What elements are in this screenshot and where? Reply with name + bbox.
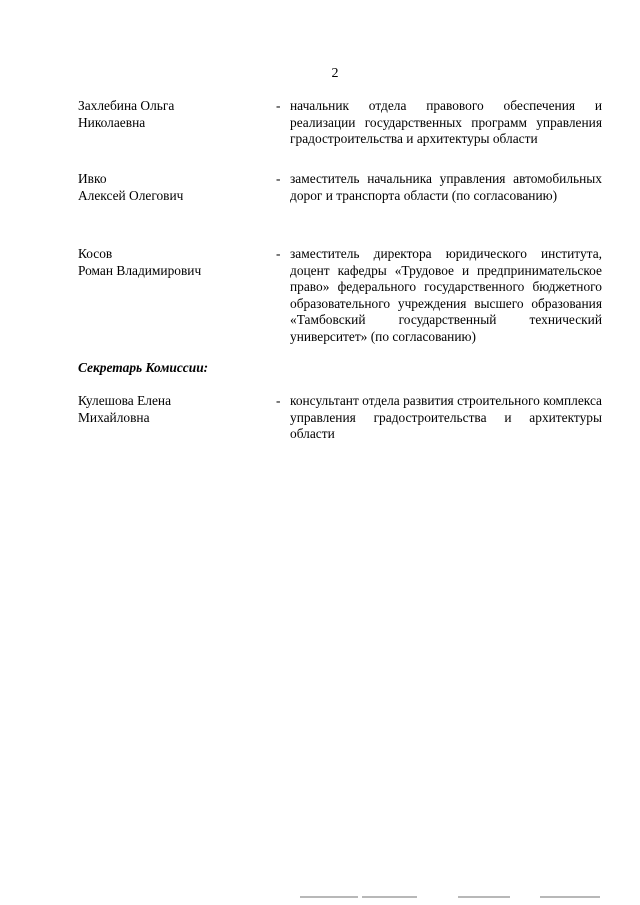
member-name-line: Николаевна bbox=[78, 114, 146, 130]
separator-dash: - bbox=[276, 98, 281, 113]
footer-scan-line bbox=[300, 896, 358, 898]
page-number: 2 bbox=[331, 66, 339, 81]
separator-dash: - bbox=[276, 246, 281, 261]
member-name-line: Захлебина Ольга bbox=[78, 98, 175, 113]
member-name-line: Ивко bbox=[78, 171, 107, 186]
separator-dash: - bbox=[276, 171, 281, 186]
footer-scan-line bbox=[458, 896, 510, 898]
member-role: заместитель начальника управления автомобильных дорог и транспорта области (по согласованию) bbox=[290, 171, 602, 203]
member-role: начальник отдела правового обеспечения и реализации государственных программ управления градостроительства и архитектуры области bbox=[290, 98, 602, 146]
member-name-line: Роман Владимирович bbox=[78, 262, 202, 278]
footer-scan-line bbox=[540, 896, 600, 898]
member-name bbox=[78, 171, 268, 204]
member-name bbox=[78, 393, 268, 426]
member-name-line: Алексей Олегович bbox=[78, 187, 184, 203]
member-name-line: Михайловна bbox=[78, 409, 150, 425]
member-role: консультант отдела развития строительного комплекса управления градостроительства и архитектуры области bbox=[290, 393, 602, 441]
member-name bbox=[78, 98, 268, 131]
member-role: заместитель директора юридического института, доцент кафедры «Трудовое и предпринимательское право» федерального государственного бюджетного образовательного учреждения высшего образования «Тамбовский государственный технический университет» (по согласованию) bbox=[290, 246, 602, 344]
secretary-heading: Секретарь Комиссии: bbox=[78, 360, 209, 375]
member-name-line: Кулешова Елена bbox=[78, 393, 172, 408]
separator-dash: - bbox=[276, 393, 281, 408]
member-name bbox=[78, 246, 268, 279]
member-name-line: Косов bbox=[78, 246, 113, 261]
footer-scan-line bbox=[362, 896, 417, 898]
